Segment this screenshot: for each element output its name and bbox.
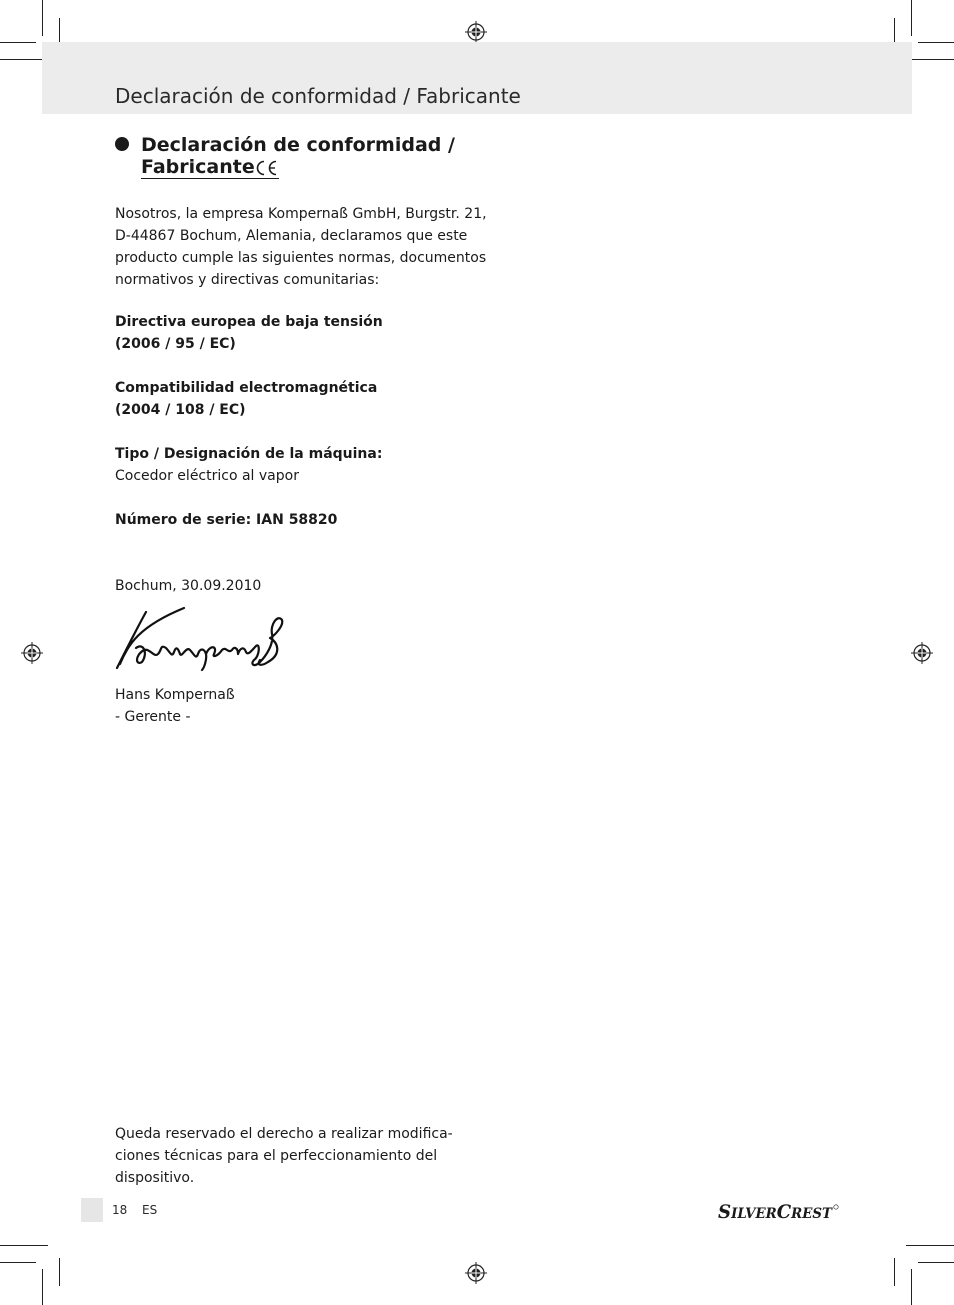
language-code: ES (142, 1203, 158, 1217)
crop-mark (894, 1258, 895, 1286)
serial-number: Número de serie: IAN 58820 (115, 512, 338, 528)
signatory-name: Hans Kompernaß (115, 687, 235, 703)
place-date: Bochum, 30.09.2010 (115, 578, 262, 594)
crop-mark (0, 59, 48, 60)
disclaimer-line: dispositivo. (115, 1170, 195, 1186)
signatory-role: - Gerente - (115, 709, 191, 725)
intro-line: D-44867 Bochum, Alemania, declaramos que este (115, 228, 468, 244)
disclaimer-line: ciones técnicas para el perfeccionamiento del (115, 1148, 438, 1164)
ce-mark-icon (253, 158, 279, 178)
registration-crosshair-icon (911, 642, 933, 664)
crop-mark (0, 1245, 48, 1246)
crop-mark (42, 0, 43, 36)
registration-crosshair-icon (465, 21, 487, 43)
section-heading-line2: Fabricante (141, 156, 255, 178)
registration-crosshair-icon (465, 1262, 487, 1284)
crop-mark (918, 42, 954, 43)
machine-type-value: Cocedor eléctrico al vapor (115, 468, 299, 484)
silvercrest-logo (718, 1199, 840, 1225)
bullet-dot-icon (115, 137, 129, 151)
directive-low-voltage-code: (2006 / 95 / EC) (115, 336, 236, 352)
directive-emc-code: (2004 / 108 / EC) (115, 402, 246, 418)
machine-type-label: Tipo / Designación de la máquina: (115, 446, 383, 462)
crop-mark (911, 0, 912, 36)
crop-mark (918, 1262, 954, 1263)
svg-text:SILVERCREST: SILVERCREST (718, 1201, 835, 1223)
heading-underline (141, 178, 279, 179)
registration-crosshair-icon (21, 642, 43, 664)
page-number: 18 (112, 1203, 128, 1217)
crop-mark (59, 1258, 60, 1286)
crop-mark (0, 1262, 36, 1263)
intro-line: normativos y directivas comunitarias: (115, 272, 380, 288)
crop-mark (906, 59, 954, 60)
directive-low-voltage: Directiva europea de baja tensión (115, 314, 383, 330)
page-title: Declaración de conformidad / Fabricante (115, 84, 521, 108)
directive-emc: Compatibilidad electromagnética (115, 380, 378, 396)
section-heading-line1: Declaración de conformidad / (141, 134, 455, 156)
intro-line: producto cumple las siguientes normas, documentos (115, 250, 487, 266)
crop-mark (0, 42, 36, 43)
crop-mark (906, 1245, 954, 1246)
page-tab-marker (81, 1198, 103, 1222)
intro-line: Nosotros, la empresa Kompernaß GmbH, Burgstr. 21, (115, 206, 487, 222)
crop-mark (911, 1269, 912, 1305)
crop-mark (42, 1269, 43, 1305)
signature-image (114, 604, 286, 672)
disclaimer-line: Queda reservado el derecho a realizar modifica- (115, 1126, 453, 1142)
